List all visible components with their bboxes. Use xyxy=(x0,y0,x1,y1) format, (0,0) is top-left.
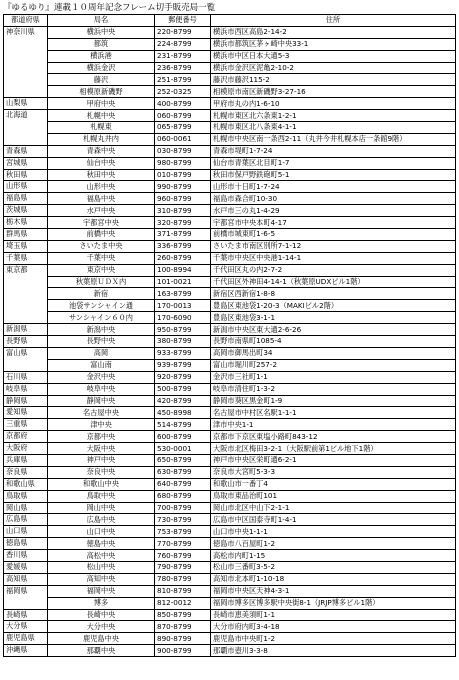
table-row xyxy=(4,443,456,455)
office-name-cell: 新宿 xyxy=(48,288,155,300)
table-row xyxy=(4,217,456,229)
office-name-cell: さいたま中央 xyxy=(48,240,155,252)
address-cell: 神戸市中央区栄町通6-2-1 xyxy=(211,454,456,466)
header-prefecture: 都道府県 xyxy=(4,15,48,27)
table-row xyxy=(4,145,456,157)
postal-code-cell: 920-8799 xyxy=(155,371,211,383)
office-name-cell: 奈良中央 xyxy=(48,466,155,478)
address-cell: 長野市南県町1085-4 xyxy=(211,336,456,348)
address-cell: 奈良市大宮町5-3-3 xyxy=(211,466,456,478)
table-row xyxy=(4,252,456,264)
prefecture-cell: 広島県 xyxy=(4,514,48,526)
table-row xyxy=(4,240,456,252)
postal-code-cell: 960-8799 xyxy=(155,193,211,205)
address-cell: 新潟市中央区東大通2-6-26 xyxy=(211,324,456,336)
address-cell: 津市中央1-1 xyxy=(211,419,456,431)
address-cell: 鹿児島市中央町1-2 xyxy=(211,633,456,645)
postal-code-cell: 251-8799 xyxy=(155,74,211,86)
table-row xyxy=(4,645,456,657)
table-row xyxy=(4,609,456,621)
address-cell: 千代田区外神田4-14-1（秋葉原UDXビル1階） xyxy=(211,276,456,288)
prefecture-cell: 愛知県 xyxy=(4,407,48,419)
address-cell: 高松市内町1-15 xyxy=(211,550,456,562)
postal-code-cell: 030-8799 xyxy=(155,145,211,157)
office-name-cell: 福岡中央 xyxy=(48,585,155,597)
office-name-cell: 東京中央 xyxy=(48,264,155,276)
address-cell: 千葉市中央区中央港1-14-1 xyxy=(211,252,456,264)
prefecture-cell: 千葉県 xyxy=(4,252,48,264)
postal-code-cell: 680-8799 xyxy=(155,490,211,502)
office-name-cell: 長崎中央 xyxy=(48,609,155,621)
document-title: 『ゆるゆり』連載１０周年記念フレーム切手販売局一覧 xyxy=(3,3,216,13)
address-cell: 福島市森合町10-30 xyxy=(211,193,456,205)
office-name-cell: 相模原新磯野 xyxy=(48,86,155,98)
table-row xyxy=(4,133,456,145)
header-address: 住所 xyxy=(211,15,456,27)
office-name-cell: 金沢中央 xyxy=(48,371,155,383)
table-row xyxy=(4,633,456,645)
address-cell: 名古屋市中村区名駅1-1-1 xyxy=(211,407,456,419)
address-cell: 札幌市中央区南一条西2-11（丸井今井札幌本店一条館9階） xyxy=(211,133,456,145)
office-name-cell: 千葉中央 xyxy=(48,252,155,264)
office-name-cell: 横浜中央 xyxy=(48,26,155,38)
address-cell: 松山市三番町3-5-2 xyxy=(211,561,456,573)
postal-code-cell: 252-0325 xyxy=(155,86,211,98)
table-row xyxy=(4,359,456,371)
address-cell: 金沢市三社町1-1 xyxy=(211,371,456,383)
postal-code-cell: 600-8799 xyxy=(155,431,211,443)
prefecture-cell: 富山県 xyxy=(4,347,48,371)
address-cell: 長崎市恵美須町1-1 xyxy=(211,609,456,621)
office-name-cell: 水戸中央 xyxy=(48,205,155,217)
prefecture-cell: 徳島県 xyxy=(4,538,48,550)
postal-code-cell: 939-8799 xyxy=(155,359,211,371)
table-row xyxy=(4,573,456,585)
address-cell: 千代田区丸の内2-7-2 xyxy=(211,264,456,276)
table-row xyxy=(4,62,456,74)
prefecture-cell: 福岡県 xyxy=(4,585,48,609)
table-row xyxy=(4,122,456,134)
postal-code-cell: 065-8799 xyxy=(155,122,211,134)
prefecture-cell: 新潟県 xyxy=(4,324,48,336)
postal-code-cell: 810-8799 xyxy=(155,585,211,597)
postal-code-cell: 310-8799 xyxy=(155,205,211,217)
prefecture-cell: 埼玉県 xyxy=(4,240,48,252)
office-name-cell: 富山南 xyxy=(48,359,155,371)
address-cell: 札幌市東区北六条東1-2-1 xyxy=(211,110,456,122)
table-row xyxy=(4,550,456,562)
address-cell: 山形市十日町1-7-24 xyxy=(211,181,456,193)
postal-code-cell: 163-8799 xyxy=(155,288,211,300)
office-name-cell: 山口中央 xyxy=(48,526,155,538)
table-row xyxy=(4,300,456,312)
table-row xyxy=(4,419,456,431)
postal-code-cell: 220-8799 xyxy=(155,26,211,38)
office-name-cell: 広島中央 xyxy=(48,514,155,526)
postal-code-cell: 060-8799 xyxy=(155,110,211,122)
office-name-cell: 秋田中央 xyxy=(48,169,155,181)
postal-code-cell: 933-8799 xyxy=(155,347,211,359)
address-cell: 新宿区西新宿1-8-8 xyxy=(211,288,456,300)
prefecture-cell: 香川県 xyxy=(4,550,48,562)
address-cell: 札幌市東区北八条東4-1-1 xyxy=(211,122,456,134)
table-row xyxy=(4,324,456,336)
prefecture-cell: 静岡県 xyxy=(4,395,48,407)
postal-code-cell: 850-8799 xyxy=(155,609,211,621)
postal-code-cell: 450-8998 xyxy=(155,407,211,419)
office-name-cell: 山形中央 xyxy=(48,181,155,193)
address-cell: 甲府市丸の内1-6-10 xyxy=(211,98,456,110)
postal-code-cell: 890-8799 xyxy=(155,633,211,645)
office-name-cell: 鹿児島中央 xyxy=(48,633,155,645)
table-row xyxy=(4,454,456,466)
table-row xyxy=(4,561,456,573)
postal-code-cell: 630-8799 xyxy=(155,466,211,478)
office-name-cell: 藤沢 xyxy=(48,74,155,86)
postal-code-cell: 770-8799 xyxy=(155,538,211,550)
address-cell: 徳島市八百屋町1-2 xyxy=(211,538,456,550)
postal-code-cell: 640-8799 xyxy=(155,478,211,490)
office-name-cell: 神戸中央 xyxy=(48,454,155,466)
table-row xyxy=(4,276,456,288)
postal-code-cell: 730-8799 xyxy=(155,514,211,526)
postal-code-cell: 420-8799 xyxy=(155,395,211,407)
office-name-cell: 那覇中央 xyxy=(48,645,155,657)
office-name-cell: 札幌東 xyxy=(48,122,155,134)
postal-code-cell: 760-8799 xyxy=(155,550,211,562)
prefecture-cell: 群馬県 xyxy=(4,229,48,241)
table-row xyxy=(4,288,456,300)
address-cell: 山口市中央1-1-1 xyxy=(211,526,456,538)
office-name-cell: 和歌山中央 xyxy=(48,478,155,490)
office-name-cell: 高松中央 xyxy=(48,550,155,562)
postal-code-cell: 990-8799 xyxy=(155,181,211,193)
prefecture-cell: 茨城県 xyxy=(4,205,48,217)
postal-code-cell: 060-0061 xyxy=(155,133,211,145)
table-row xyxy=(4,312,456,324)
table-row xyxy=(4,110,456,122)
office-name-cell: 都筑 xyxy=(48,38,155,50)
postal-code-cell: 010-8799 xyxy=(155,169,211,181)
postal-code-cell: 236-8799 xyxy=(155,62,211,74)
table-row xyxy=(4,26,456,38)
office-name-cell: 宇都宮中央 xyxy=(48,217,155,229)
prefecture-cell: 宮城県 xyxy=(4,157,48,169)
address-cell: 前橋市城東町1-6-5 xyxy=(211,229,456,241)
table-row xyxy=(4,383,456,395)
table-row xyxy=(4,74,456,86)
office-name-cell: 横浜金沢 xyxy=(48,62,155,74)
table-row xyxy=(4,431,456,443)
postal-code-cell: 753-8799 xyxy=(155,526,211,538)
prefecture-cell: 東京都 xyxy=(4,264,48,323)
prefecture-cell: 岡山県 xyxy=(4,502,48,514)
prefecture-cell: 兵庫県 xyxy=(4,454,48,466)
table-row xyxy=(4,86,456,98)
table-body xyxy=(4,26,456,656)
postal-code-cell: 320-8799 xyxy=(155,217,211,229)
address-cell: 仙台市青葉区北目町1-7 xyxy=(211,157,456,169)
table-row xyxy=(4,466,456,478)
table-row xyxy=(4,50,456,62)
table-row xyxy=(4,347,456,359)
postal-code-cell: 100-8994 xyxy=(155,264,211,276)
table-row xyxy=(4,514,456,526)
postal-code-cell: 870-8799 xyxy=(155,621,211,633)
prefecture-cell: 鹿児島県 xyxy=(4,633,48,645)
postal-code-cell: 260-8799 xyxy=(155,252,211,264)
prefecture-cell: 愛媛県 xyxy=(4,561,48,573)
office-name-cell: 博多 xyxy=(48,597,155,609)
prefecture-cell: 北海道 xyxy=(4,110,48,146)
prefecture-cell: 山梨県 xyxy=(4,98,48,110)
address-cell: 青森市堤町1-7-24 xyxy=(211,145,456,157)
address-cell: 大阪市北区梅田3-2-1（大阪駅前第1ビル地下1階） xyxy=(211,443,456,455)
office-name-cell: 静岡中央 xyxy=(48,395,155,407)
postal-code-cell: 780-8799 xyxy=(155,573,211,585)
table-row xyxy=(4,395,456,407)
table-row xyxy=(4,538,456,550)
office-name-cell: 高岡 xyxy=(48,347,155,359)
address-cell: 横浜市中区日本大通5-3 xyxy=(211,50,456,62)
prefecture-cell: 奈良県 xyxy=(4,466,48,478)
office-name-cell: 鳥取中央 xyxy=(48,490,155,502)
postal-code-cell: 500-8799 xyxy=(155,383,211,395)
prefecture-cell: 長崎県 xyxy=(4,609,48,621)
address-cell: 横浜市金沢区泥亀2-10-2 xyxy=(211,62,456,74)
table-row xyxy=(4,336,456,348)
prefecture-cell: 山口県 xyxy=(4,526,48,538)
office-name-cell: 岡山中央 xyxy=(48,502,155,514)
office-name-cell: 松山中央 xyxy=(48,561,155,573)
table-row xyxy=(4,621,456,633)
prefecture-cell: 三重県 xyxy=(4,419,48,431)
address-cell: 那覇市壺川3-3-8 xyxy=(211,645,456,657)
office-name-cell: 津中央 xyxy=(48,419,155,431)
prefecture-cell: 大分県 xyxy=(4,621,48,633)
table-row xyxy=(4,229,456,241)
prefecture-cell: 大阪府 xyxy=(4,443,48,455)
prefecture-cell: 山形県 xyxy=(4,181,48,193)
office-name-cell: 青森中央 xyxy=(48,145,155,157)
office-name-cell: 仙台中央 xyxy=(48,157,155,169)
office-name-cell: 高知中央 xyxy=(48,573,155,585)
prefecture-cell: 沖縄県 xyxy=(4,645,48,657)
address-cell: 水戸市三の丸1-4-29 xyxy=(211,205,456,217)
header-row xyxy=(4,15,456,27)
table-row xyxy=(4,181,456,193)
table-row xyxy=(4,193,456,205)
table-row xyxy=(4,407,456,419)
postal-code-cell: 530-0001 xyxy=(155,443,211,455)
office-name-cell: 京都中央 xyxy=(48,431,155,443)
address-cell: 豊島区東池袋1-20-3（MAKIビル2階） xyxy=(211,300,456,312)
office-name-cell: 新潟中央 xyxy=(48,324,155,336)
table-row xyxy=(4,490,456,502)
address-cell: 福岡市中央区天神4-3-1 xyxy=(211,585,456,597)
office-name-cell: 大阪中央 xyxy=(48,443,155,455)
table-row xyxy=(4,478,456,490)
postal-code-cell: 650-8799 xyxy=(155,454,211,466)
postal-code-cell: 900-8799 xyxy=(155,645,211,657)
postal-code-cell: 336-8799 xyxy=(155,240,211,252)
postal-code-cell: 371-8799 xyxy=(155,229,211,241)
office-name-cell: 長野中央 xyxy=(48,336,155,348)
postal-code-cell: 514-8799 xyxy=(155,419,211,431)
table-row xyxy=(4,157,456,169)
prefecture-cell: 高知県 xyxy=(4,573,48,585)
prefecture-cell: 石川県 xyxy=(4,371,48,383)
prefecture-cell: 福島県 xyxy=(4,193,48,205)
prefecture-cell: 鳥取県 xyxy=(4,490,48,502)
table-header xyxy=(4,15,456,27)
postal-code-cell: 170-6090 xyxy=(155,312,211,324)
office-name-cell: 福島中央 xyxy=(48,193,155,205)
address-cell: 和歌山市一番丁4 xyxy=(211,478,456,490)
prefecture-cell: 和歌山県 xyxy=(4,478,48,490)
address-cell: 宇都宮市中央本町4-17 xyxy=(211,217,456,229)
office-name-cell: 甲府中央 xyxy=(48,98,155,110)
office-name-cell: サンシャイン６０内 xyxy=(48,312,155,324)
office-name-cell: 池袋サンシャイン通 xyxy=(48,300,155,312)
address-cell: 福岡市博多区博多駅中央街8-1（JRJP博多ビル1階） xyxy=(211,597,456,609)
postal-code-cell: 700-8799 xyxy=(155,502,211,514)
postal-code-cell: 790-8799 xyxy=(155,561,211,573)
table-row xyxy=(4,371,456,383)
address-cell: 相模原市南区新磯野3-27-16 xyxy=(211,86,456,98)
prefecture-cell: 神奈川県 xyxy=(4,26,48,97)
table-row xyxy=(4,98,456,110)
table-row xyxy=(4,526,456,538)
office-name-cell: 名古屋中央 xyxy=(48,407,155,419)
office-name-cell: 横浜港 xyxy=(48,50,155,62)
prefecture-cell: 青森県 xyxy=(4,145,48,157)
address-cell: 藤沢市藤沢115-2 xyxy=(211,74,456,86)
table-row xyxy=(4,38,456,50)
postal-code-cell: 170-0013 xyxy=(155,300,211,312)
header-postal-code: 郵便番号 xyxy=(155,15,211,27)
address-cell: 京都市下京区東塩小路町843-12 xyxy=(211,431,456,443)
prefecture-cell: 栃木県 xyxy=(4,217,48,229)
office-name-cell: 大分中央 xyxy=(48,621,155,633)
address-cell: 秋田市保戸野鉄砲町5-1 xyxy=(211,169,456,181)
address-cell: 横浜市都筑区茅ヶ崎中央33-1 xyxy=(211,38,456,50)
address-cell: 広島市中区国泰寺町1-4-1 xyxy=(211,514,456,526)
address-cell: 大分市府内町3-4-18 xyxy=(211,621,456,633)
address-cell: 高岡市御馬出町34 xyxy=(211,347,456,359)
prefecture-cell: 京都府 xyxy=(4,431,48,443)
header-office-name: 局名 xyxy=(48,15,155,27)
postal-code-cell: 400-8799 xyxy=(155,98,211,110)
address-cell: 高知市北本町1-10-18 xyxy=(211,573,456,585)
address-cell: 豊島区東池袋3-1-1 xyxy=(211,312,456,324)
address-cell: 岐阜市清住町1-3-2 xyxy=(211,383,456,395)
postal-code-cell: 224-8799 xyxy=(155,38,211,50)
office-name-cell: 前橋中央 xyxy=(48,229,155,241)
sales-office-table xyxy=(3,14,456,657)
address-cell: 横浜市西区高島2-14-2 xyxy=(211,26,456,38)
address-cell: 富山市堀川町257-2 xyxy=(211,359,456,371)
postal-code-cell: 231-8799 xyxy=(155,50,211,62)
office-name-cell: 札幌丸井内 xyxy=(48,133,155,145)
postal-code-cell: 101-0021 xyxy=(155,276,211,288)
office-name-cell: 秋葉原ＵＤＸ内 xyxy=(48,276,155,288)
postal-code-cell: 812-0012 xyxy=(155,597,211,609)
address-cell: 岡山市北区中山下2-1-1 xyxy=(211,502,456,514)
table-row xyxy=(4,264,456,276)
table-row xyxy=(4,169,456,181)
office-name-cell: 岐阜中央 xyxy=(48,383,155,395)
address-cell: さいたま市南区別所7-1-12 xyxy=(211,240,456,252)
prefecture-cell: 秋田県 xyxy=(4,169,48,181)
prefecture-cell: 長野県 xyxy=(4,336,48,348)
office-name-cell: 札幌中央 xyxy=(48,110,155,122)
table-row xyxy=(4,205,456,217)
table-row xyxy=(4,597,456,609)
postal-code-cell: 950-8799 xyxy=(155,324,211,336)
address-cell: 静岡市葵区黒金町1-9 xyxy=(211,395,456,407)
postal-code-cell: 380-8799 xyxy=(155,336,211,348)
address-cell: 鳥取市東品治町101 xyxy=(211,490,456,502)
prefecture-cell: 岐阜県 xyxy=(4,383,48,395)
table-row xyxy=(4,585,456,597)
postal-code-cell: 980-8799 xyxy=(155,157,211,169)
table-row xyxy=(4,502,456,514)
office-name-cell: 徳島中央 xyxy=(48,538,155,550)
